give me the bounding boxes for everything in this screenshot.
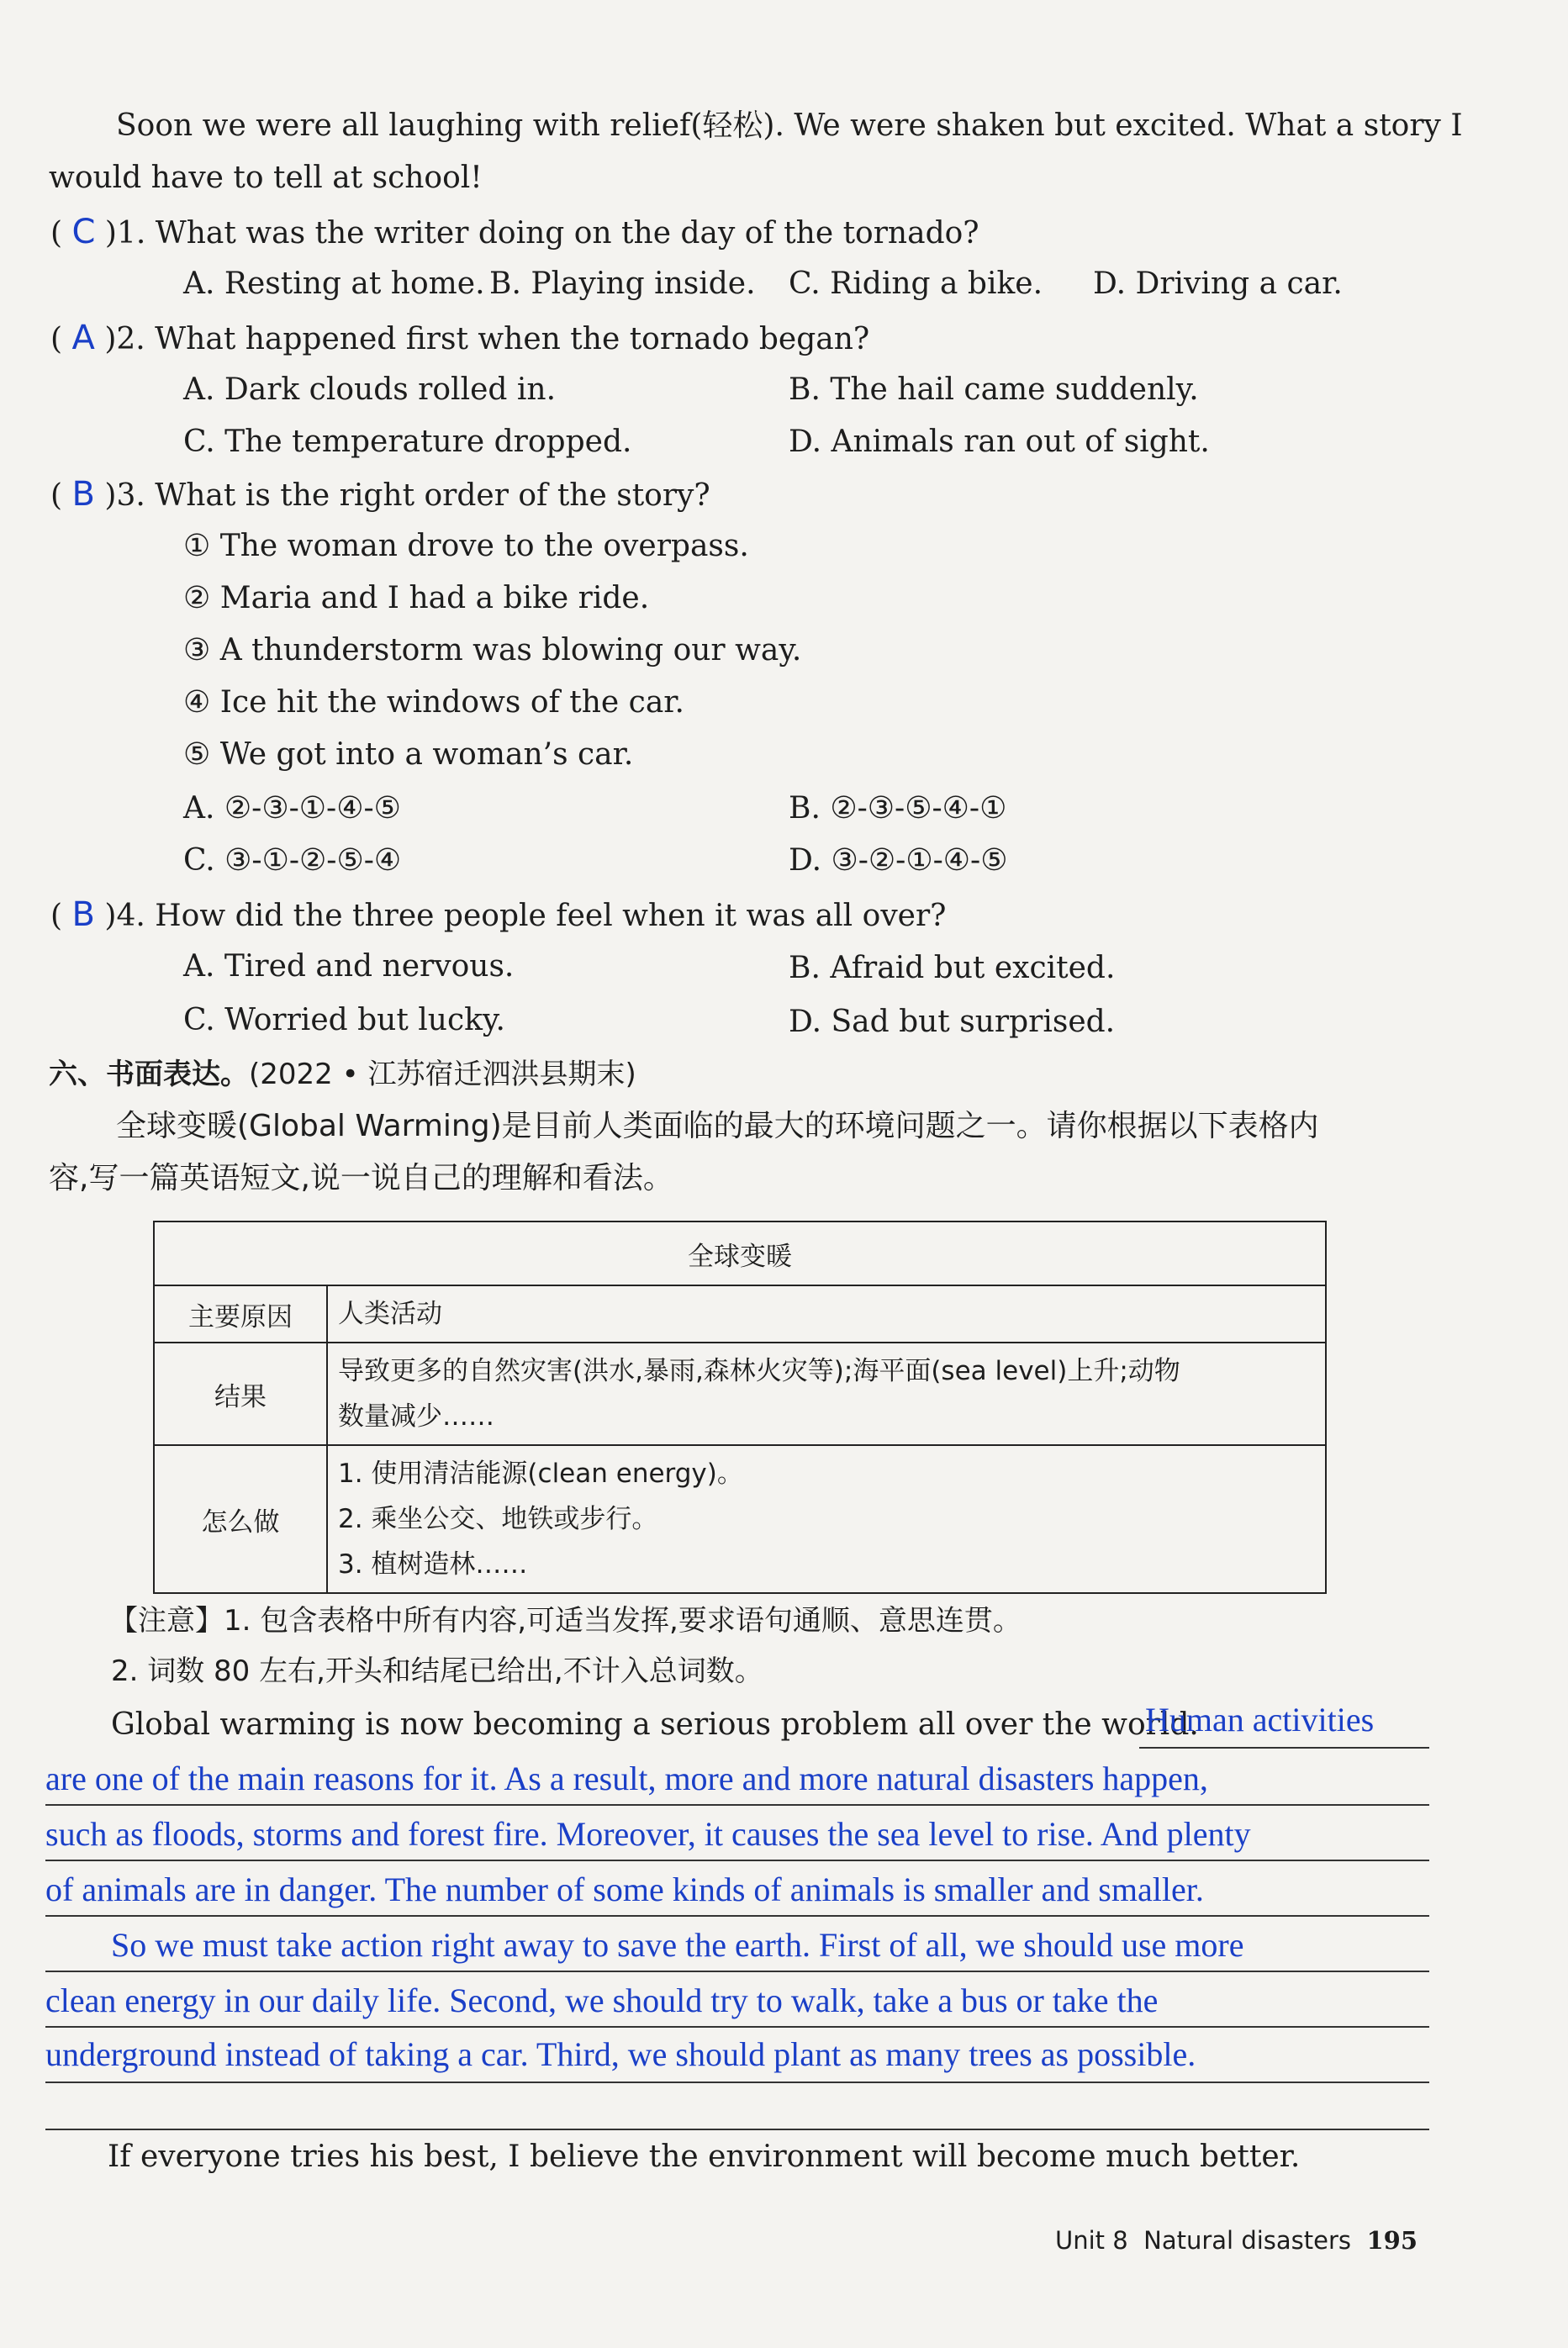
writing-rule-6: [45, 2026, 1429, 2028]
question-2: ( A )2. What happened first when the tornado began?: [50, 319, 870, 357]
prompt-line-1: 全球变暖(Global Warming)是目前人类面临的最大的环境问题之一。请你根据以下表格内: [116, 1109, 1319, 1143]
handwritten-line-3: such as floods, storms and forest fire. Moreover, it causes the sea level to rise. And plenty: [45, 1815, 1251, 1853]
table-label-result: 结果: [154, 1343, 327, 1445]
q3-option-a: A. ②-③-①-④-⑤: [183, 791, 401, 826]
note-line-2: 2. 词数 80 左右,开头和结尾已给出,不计入总词数。: [111, 1654, 763, 1688]
answer-2: A: [71, 319, 95, 357]
table-result-line-1: 导致更多的自然灾害(洪水,暴雨,森林火灾等);海平面(sea level)上升;动物: [338, 1356, 1180, 1386]
answer-4: B: [71, 895, 95, 934]
answer-3: B: [71, 475, 95, 514]
table-result-line-2: 数量减少……: [338, 1401, 494, 1432]
q3-event-5: ⑤ We got into a woman’s car.: [183, 737, 634, 772]
handwritten-line-5: So we must take action right away to save the earth. First of all, we should use more: [111, 1926, 1244, 1964]
q1-option-b: B. Playing inside.: [489, 266, 756, 301]
note-line-1: 【注意】1. 包含表格中所有内容,可适当发挥,要求语句通顺、意思连贯。: [109, 1604, 1022, 1638]
writing-rule-7: [45, 2082, 1429, 2083]
section-source: (2022 • 江苏宿迁泗洪县期末): [249, 1058, 636, 1091]
table-action-line-3: 3. 植树造林……: [338, 1549, 528, 1580]
global-warming-table: [153, 1221, 1327, 1594]
section-title: 六、书面表达。: [49, 1058, 249, 1091]
q3-option-d: D. ③-②-①-④-⑤: [789, 843, 1008, 878]
q1-option-a: A. Resting at home.: [183, 266, 485, 301]
handwritten-line-6: clean energy in our daily life. Second, we should try to walk, take a bus or take the: [45, 1981, 1159, 2019]
q2-option-d: D. Animals ran out of sight.: [789, 425, 1210, 459]
question-3-stem: 3. What is the right order of the story?: [116, 478, 710, 513]
writing-rule-8: [45, 2129, 1429, 2130]
passage-line-1: Soon we were all laughing with relief(轻松). We were shaken but excited. What a story I: [116, 108, 1463, 143]
table-action-line-2: 2. 乘坐公交、地铁或步行。: [338, 1504, 658, 1534]
question-4-stem: 4. How did the three people feel when it was all over?: [116, 899, 947, 933]
q3-event-1: ① The woman drove to the overpass.: [183, 529, 749, 563]
question-1: ( C )1. What was the writer doing on the day of the tornado?: [50, 213, 979, 251]
handwritten-line-7: underground instead of taking a car. Third, we should plant as many trees as possible.: [45, 2035, 1196, 2073]
page-footer: [1055, 2226, 1418, 2255]
q3-event-3: ③ A thunderstorm was blowing our way.: [183, 633, 802, 667]
table-cause-text: 人类活动: [327, 1285, 1326, 1343]
q2-option-b: B. The hail came suddenly.: [789, 372, 1199, 407]
q2-option-c: C. The temperature dropped.: [183, 425, 632, 459]
section-heading: [49, 1056, 636, 1093]
table-label-action: 怎么做: [154, 1445, 327, 1593]
table-result-cell: [327, 1343, 1326, 1445]
writing-rule-1: [1139, 1747, 1429, 1749]
q3-option-b: B. ②-③-⑤-④-①: [789, 791, 1007, 826]
question-1-stem: 1. What was the writer doing on the day of the tornado?: [116, 216, 979, 251]
writing-rule-3: [45, 1860, 1429, 1861]
essay-opening: Global warming is now becoming a serious problem all over the world.: [111, 1707, 1199, 1742]
passage-line-2: would have to tell at school!: [49, 161, 483, 195]
table-title: 全球变暖: [154, 1221, 1326, 1285]
question-3: ( B )3. What is the right order of the story?: [50, 475, 710, 514]
writing-rule-5: [45, 1971, 1429, 1972]
q1-option-c: C. Riding a bike.: [789, 266, 1043, 301]
question-4: ( B )4. How did the three people feel when it was all over?: [50, 895, 947, 934]
question-2-stem: 2. What happened first when the tornado began?: [116, 322, 870, 356]
answer-1: C: [71, 213, 96, 251]
essay-closing: If everyone tries his best, I believe the environment will become much better.: [108, 2140, 1301, 2174]
q4-option-d: D. Sad but surprised.: [789, 1005, 1116, 1039]
prompt-line-2: 容,写一篇英语短文,说一说自己的理解和看法。: [49, 1161, 673, 1195]
q4-option-b: B. Afraid but excited.: [789, 951, 1116, 985]
footer-unit: Unit 8: [1055, 2226, 1128, 2255]
table-action-line-1: 1. 使用清洁能源(clean energy)。: [338, 1459, 743, 1489]
writing-rule-2: [45, 1804, 1429, 1806]
footer-title: Natural disasters: [1143, 2226, 1352, 2255]
handwritten-line-2: are one of the main reasons for it. As a result, more and more natural disasters happen,: [45, 1760, 1208, 1797]
handwritten-line-1: Human activities: [1145, 1701, 1375, 1739]
table-label-cause: 主要原因: [154, 1285, 327, 1343]
q3-option-c: C. ③-①-②-⑤-④: [183, 843, 402, 878]
q1-option-d: D. Driving a car.: [1093, 266, 1343, 301]
table-action-cell: [327, 1445, 1326, 1593]
handwritten-line-4: of animals are in danger. The number of some kinds of animals is smaller and smaller.: [45, 1870, 1204, 1908]
page-number: 195: [1366, 2226, 1418, 2255]
writing-rule-4: [45, 1915, 1429, 1917]
q2-option-a: A. Dark clouds rolled in.: [183, 372, 557, 407]
q4-option-c: C. Worried but lucky.: [183, 1003, 505, 1037]
q3-event-2: ② Maria and I had a bike ride.: [183, 581, 650, 615]
q4-option-a: A. Tired and nervous.: [183, 949, 515, 984]
q3-event-4: ④ Ice hit the windows of the car.: [183, 685, 684, 720]
